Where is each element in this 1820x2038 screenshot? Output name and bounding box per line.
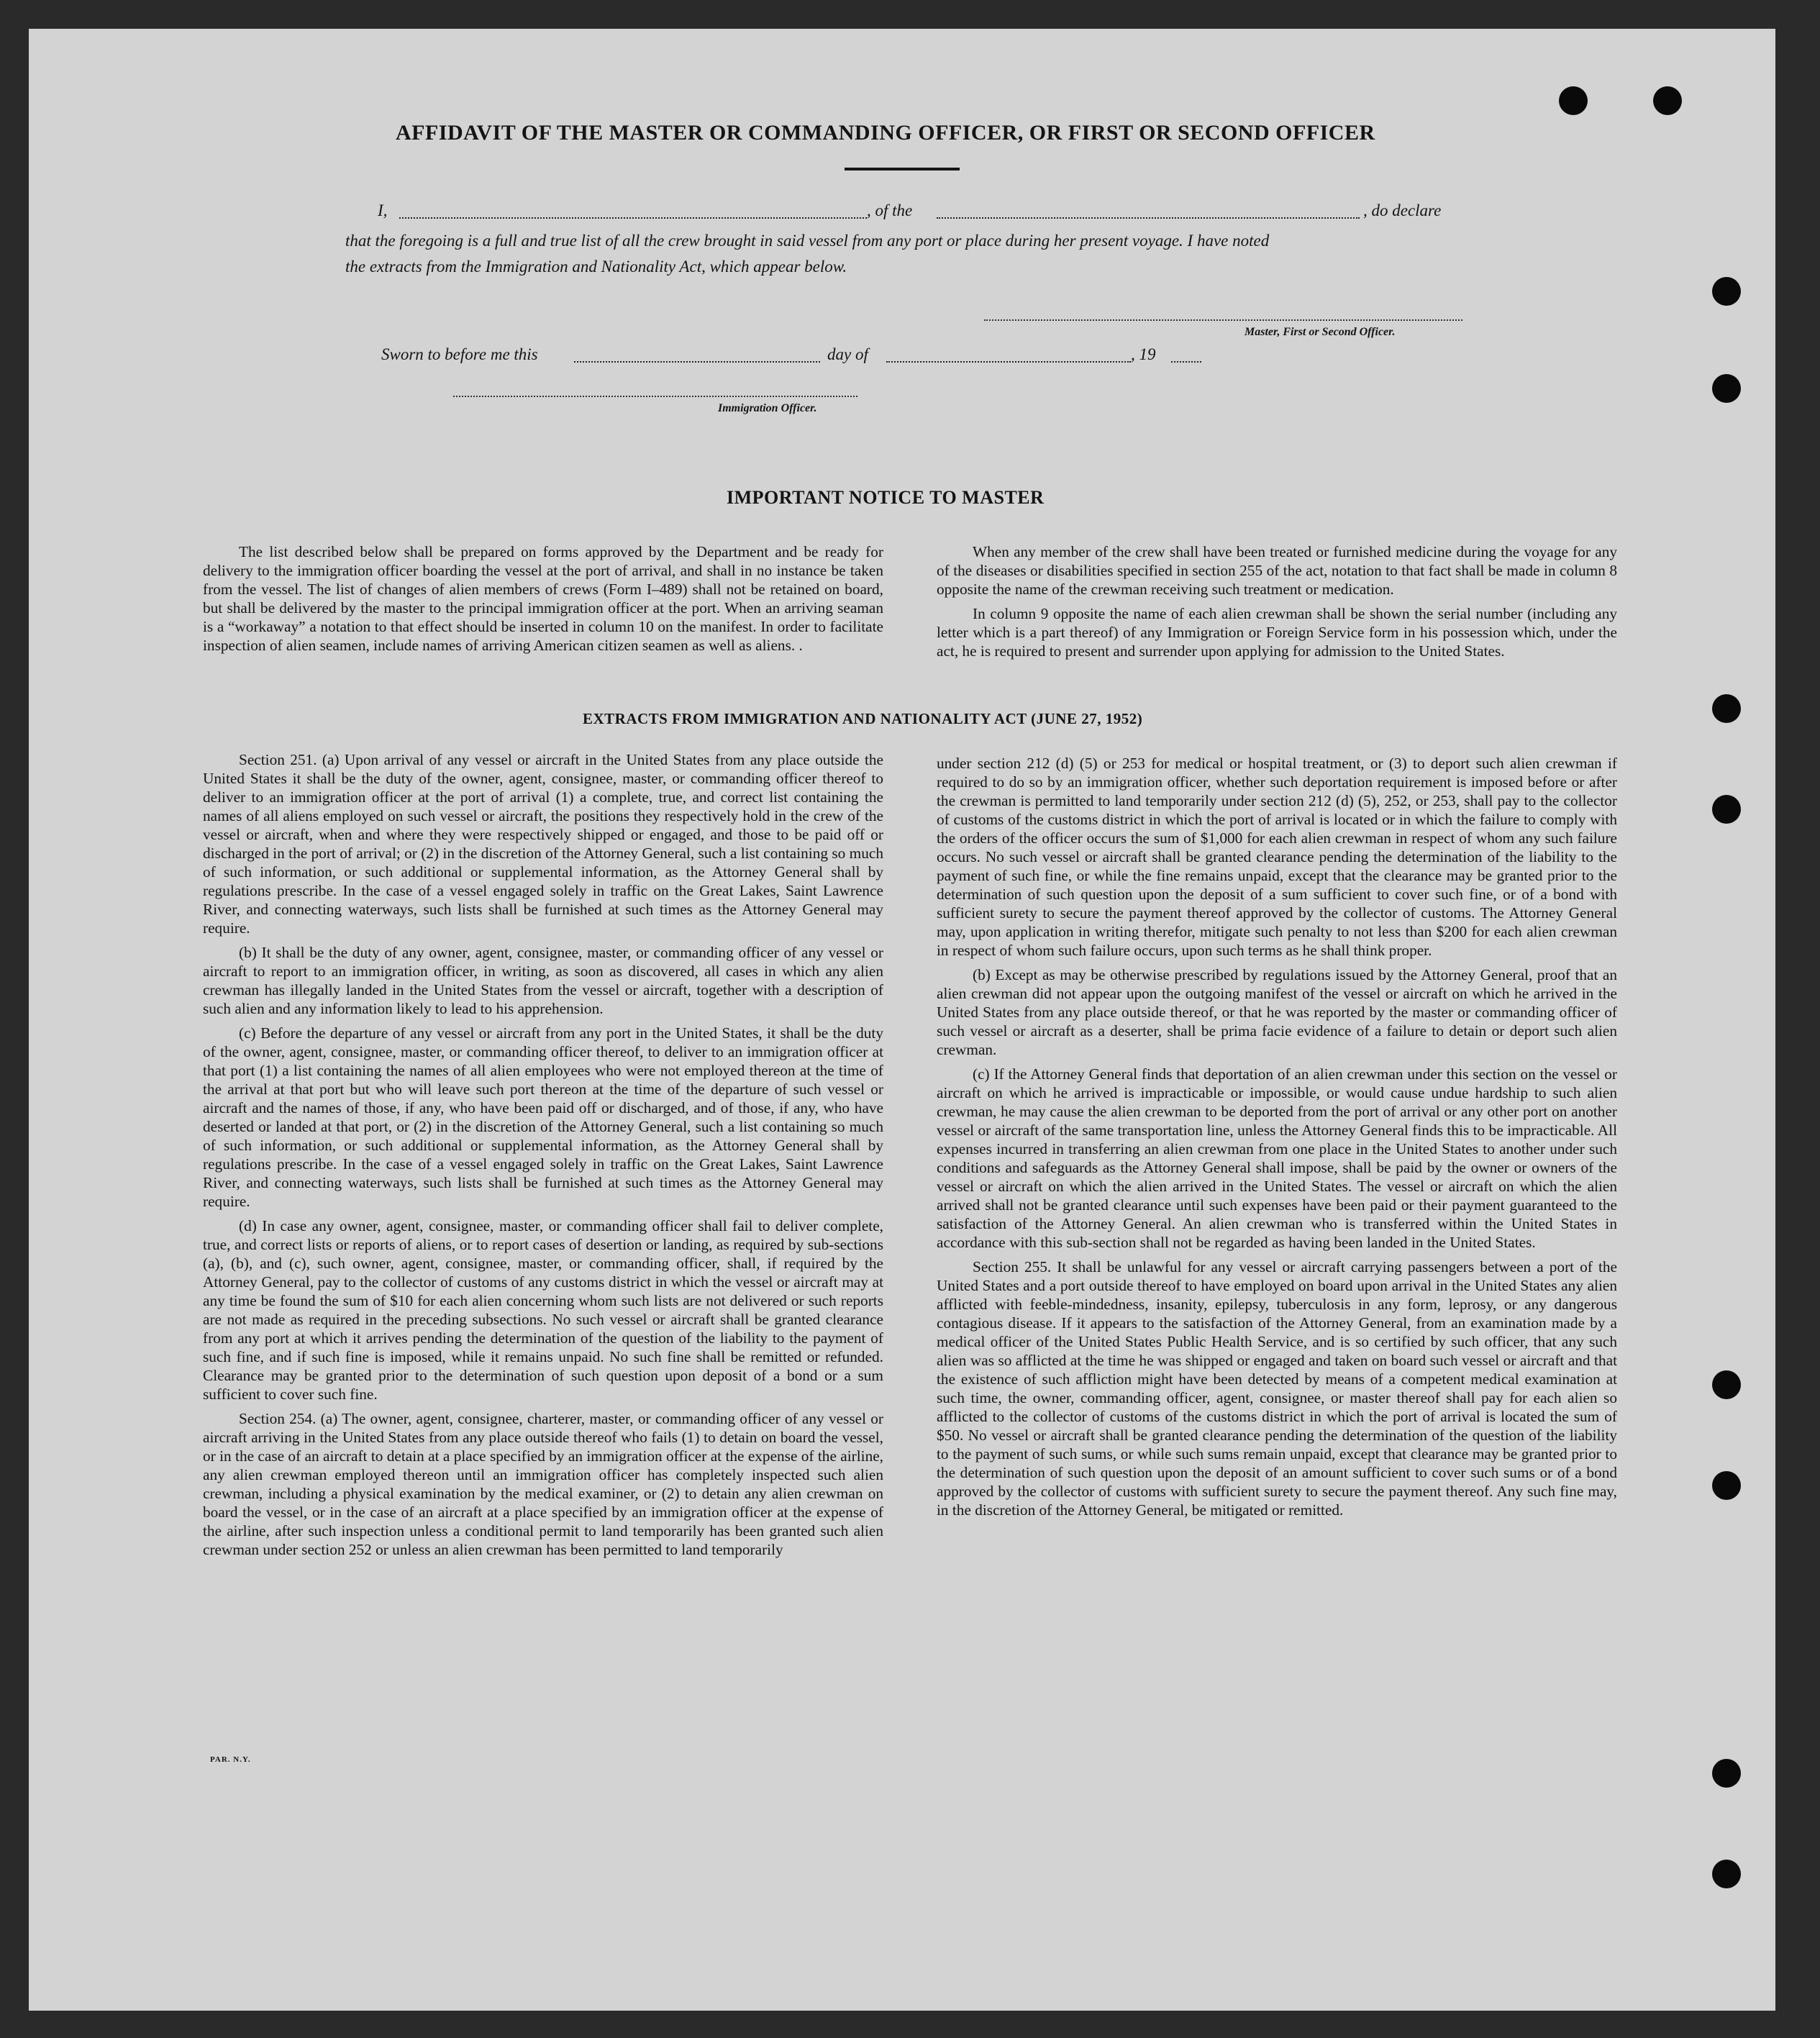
- binder-hole-top-1: [1559, 86, 1588, 115]
- section-254-a: Section 254. (a) The owner, agent, consignee, charterer, master, or commanding officer of any vessel or aircraft arriving in the United States from any place outside thereof who fails (1) to detain on board the vessel, or in the case of an aircraft to detain at a place specified by an immigration officer at the expense of the airline, any alien crewman employed thereon until an immigration officer has completely inspected such alien crewman, including a physical examination by the medical examiner, or (2) to detain any alien crewman on board the vessel, or in the case of an aircraft at a place specified by an immigration officer at the expense of the airline, after such inspection unless a conditional permit to land temporarily has been granted such alien crewman under section 252 or unless an alien crewman has been permitted to land temporarily: [203, 1410, 883, 1558]
- section-254-c: (c) If the Attorney General finds that deportation of an alien crewman under this section on the vessel or aircraft on which he arrived is impracticable or impossible, or would cause undue hardship to such alien crewman, he may cause the alien crewman to be deported from the port of arrival or any other port on another vessel or aircraft of the same transportation line, unless the Attorney General finds this to be impracticable. All expenses incurred in transferring an alien crewman from one place in the United States to another under such conditions and safeguards as the Attorney General shall impose, shall be paid by the owner or owners of the vessel or aircraft on which the alien arrived in the United States. The vessel or aircraft on which the alien arrived shall not be granted clearance until such expenses have been paid or their payment guaranteed to the satisfaction of the Attorney General. An alien crewman who is transferred within the United States in accordance with this sub-section shall not be regarded as having been landed in the United States.: [937, 1065, 1617, 1251]
- declaration-i: I,: [378, 201, 388, 219]
- section-254-a-continued: under section 212 (d) (5) or 253 for medical or hospital treatment, or (3) to deport such alien crewman if required to do so by an immigration officer, whether such deportation requirement is imposed before or after the crewman is permitted to land temporarily under section 212 (d) (5), 252, or 253, shall pay to the collector of customs of the customs district in which the port of arrival is located or in which the failure to comply with the orders of the officer occurs the sum of $1,000 for each alien crewman in respect of whom any such failure occurs. No such vessel or aircraft shall be granted clearance pending the determination of the liability to the payment of such fine, or while the fine remains unpaid, except that the clearance may be granted prior to the determination of such question upon the deposit of a sum sufficient to cover such fine, or of a bond with sufficient surety to secure the payment thereof approved by the collector of customs. The Attorney General may, upon application in writing therefor, mitigate such penalty to not less than $200 for each alien crewman in respect of whom such failure occurs, upon such terms as he shall think proper.: [937, 755, 1617, 959]
- declaration-text-1: that the foregoing is a full and true list of all the crew brought in said vessel from any port or place during her present voyage. I have noted: [345, 232, 1270, 250]
- extracts-left-column: [203, 750, 883, 1565]
- sworn-year-line[interactable]: [1171, 361, 1201, 363]
- notice-right-column: [937, 542, 1617, 666]
- section-254-b: (b) Except as may be otherwise prescribed by regulations issued by the Attorney General, proof that an alien crewman did not appear upon the outgoing manifest of the vessel or aircraft on which he arrived in the United States from any place outside thereof, or that he was reported by the master or commanding officer of such vessel or aircraft as a deserter, shall be prima facie evidence of a failure to detain or deport such alien crewman.: [937, 966, 1617, 1058]
- sworn-year: , 19: [1131, 345, 1156, 363]
- name-field-line[interactable]: [399, 217, 867, 219]
- extracts-right-column: [937, 754, 1617, 1525]
- sworn-month-line[interactable]: [886, 361, 1131, 363]
- section-251-a: Section 251. (a) Upon arrival of any vessel or aircraft in the United States from any place outside the United States it shall be the duty of the owner, agent, consignee, master, or commanding officer thereof to deliver to an immigration officer at the port of arrival (1) a complete, true, and correct list containing the names of all aliens employed on such vessel or aircraft, the positions they respectively hold in the crew of the vessel or aircraft, when and where they were respectively shipped or engaged, and those to be paid off or discharged in the port of arrival; or (2) in the discretion of the Attorney General, such a list containing so much of such information, or such additional or supplemental information, as the Attorney General shall by regulations prescribe. In the case of a vessel engaged solely in traffic on the Great Lakes, Saint Lawrence River, and connecting waterways, such lists shall be furnished at such times as the Attorney General may require.: [203, 751, 883, 937]
- affidavit-title: AFFIDAVIT OF THE MASTER OR COMMANDING OFFICER, OR FIRST OR SECOND OFFICER: [396, 121, 1375, 145]
- master-signature-line[interactable]: [984, 319, 1462, 321]
- declaration-do-declare: , do declare: [1363, 201, 1442, 219]
- sworn-day-line[interactable]: [574, 361, 820, 363]
- sworn-day-of: day of: [827, 345, 868, 363]
- sworn-text: Sworn to before me this: [381, 345, 538, 363]
- officer-signature-line[interactable]: [453, 396, 857, 397]
- declaration-of-the: , of the: [867, 201, 913, 219]
- binder-hole-right-8: [1712, 1860, 1741, 1888]
- section-255: Section 255. It shall be unlawful for any vessel or aircraft carrying passengers between a port of the United States and a port outside thereof to have employed on board upon arrival in the United States any alien afflicted with feeble-mindedness, insanity, epilepsy, tuberculosis in any form, leprosy, or any dangerous contagious disease. If it appears to the satisfaction of the Attorney General, from an examination made by a medical officer of the United States Public Health Service, and is so certified by such officer, that any such alien was so afflicted at the time he was shipped or engaged and taken on board such vessel or aircraft and that the existence of such affliction might have been detected by means of a competent medical examination at such time, the owner, commanding officer, agent, consignee, or master thereof shall pay for each alien so afflicted to the collector of customs of the customs district in which the port of arrival is located the sum of $50. No vessel or aircraft shall be granted clearance pending the determination of the question of the liability to the payment of such sums, or while such sums remain unpaid, except that clearance may be granted prior to the determination of such question upon the deposit of an amount sufficient to cover such sums or of a bond approved by the collector of customs with sufficient surety to secure the payment thereof. Any such fine may, in the discretion of the Attorney General, be mitigated or remitted.: [937, 1258, 1617, 1519]
- document-page: [29, 29, 1775, 2011]
- binder-hole-right-3: [1712, 694, 1741, 723]
- notice-right-paragraph-1: When any member of the crew shall have been treated or furnished medicine during the voyage for any of the diseases or disabilities specified in section 255 of the act, notation to that fact shall be made in column 8 opposite the name of the crewman receiving such treatment or medication.: [937, 543, 1617, 598]
- section-251-d: (d) In case any owner, agent, consignee, master, or commanding officer shall fail to deliver complete, true, and correct lists or reports of aliens, or to report cases of desertion or landing, as required by sub-sections (a), (b), and (c), such owner, agent, consignee, master, or commanding officer, shall, if required by the Attorney General, pay to the collector of customs of any customs district in which the vessel or aircraft may at any time be found the sum of $10 for each alien concerning whom such lists are not delivered or such reports are not made as required in the preceding subsections. No such vessel or aircraft shall be granted clearance from any port at which it arrives pending the determination of the question of the liability to the payment of such fine, and if such fine is imposed, while it remains unpaid. No such fine shall be remitted or refunded. Clearance may be granted prior to the determination of such question upon deposit of a bond or a sum sufficient to cover such fine.: [203, 1217, 883, 1403]
- notice-right-paragraph-2: In column 9 opposite the name of each alien crewman shall be shown the serial number (including any letter which is a part thereof) of any Immigration or Foreign Service form in his possession which, under the act, he is required to present and surrender upon applying for admission to the United States.: [937, 605, 1617, 660]
- section-251-b: (b) It shall be the duty of any owner, agent, consignee, master, or commanding officer of any vessel or aircraft to report to an immigration officer, in writing, as soon as discovered, all cases in which any alien crewman has illegally landed in the United States from the vessel or aircraft, together with a description of such alien and any information likely to lead to his apprehension.: [203, 944, 883, 1017]
- extracts-title: EXTRACTS FROM IMMIGRATION AND NATIONALITY ACT (JUNE 27, 1952): [583, 710, 1143, 727]
- section-251-c: (c) Before the departure of any vessel or aircraft from any port in the United States, it shall be the duty of the owner, agent, consignee, master, or commanding officer thereof, to deliver to an immigration officer at that port (1) a list containing the names of all alien employees who were not employed thereon at the time of the arrival at that port but who will leave such port thereon at the time of the departure of such vessel or aircraft and the names of those, if any, who have been paid off or discharged, and of those, if any, who have deserted or landed at that port, or (2) in the discretion of the Attorney General, such a list containing so much of such information, or such additional or supplemental information, as the Attorney General shall by regulations prescribe. In the case of a vessel engaged solely in traffic on the Great Lakes, Saint Lawrence River, and connecting waterways, such lists shall be furnished at such times as the Attorney General may require.: [203, 1024, 883, 1210]
- printer-mark: PAR. N.Y.: [210, 1755, 251, 1764]
- vessel-field-line[interactable]: [937, 217, 1360, 219]
- binder-hole-right-2: [1712, 374, 1741, 403]
- notice-left-paragraph: The list described below shall be prepared on forms approved by the Department and be ready for delivery to the immigration officer boarding the vessel at the port of arrival, and shall in no instance be taken from the vessel. The list of changes of alien members of crews (Form I–489) shall not be retained on board, but shall be delivered by the master to the principal immigration officer at the port. When an arriving seaman is a “workaway” a notation to that effect should be inserted in column 10 on the manifest. In order to facilitate inspection of alien seamen, include names of arriving American citizen seamen as well as aliens. .: [203, 543, 883, 654]
- declaration-text-2: the extracts from the Immigration and Nationality Act, which appear below.: [345, 258, 847, 276]
- title-underline: [845, 168, 960, 170]
- notice-title: IMPORTANT NOTICE TO MASTER: [727, 487, 1045, 508]
- binder-hole-right-6: [1712, 1471, 1741, 1500]
- notice-left-column: [203, 542, 883, 660]
- binder-hole-right-5: [1712, 1370, 1741, 1399]
- master-signature-caption: Master, First or Second Officer.: [1245, 326, 1396, 338]
- officer-signature-caption: Immigration Officer.: [718, 402, 817, 414]
- binder-hole-right-4: [1712, 795, 1741, 824]
- binder-hole-right-7: [1712, 1759, 1741, 1788]
- binder-hole-top-2: [1653, 86, 1682, 115]
- binder-hole-right-1: [1712, 277, 1741, 306]
